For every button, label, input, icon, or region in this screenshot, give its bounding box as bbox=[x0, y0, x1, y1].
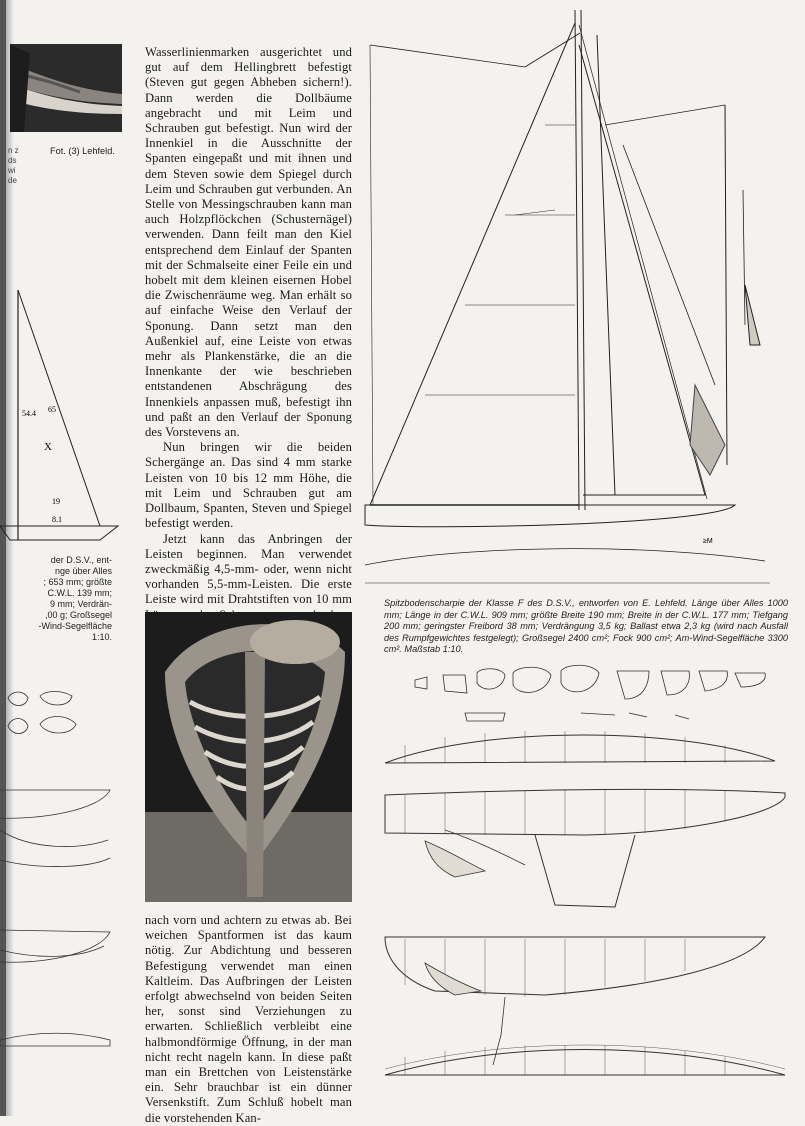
paragraph: Wasserlinienmarken ausgerichtet und gut auf dem Hellingbrett befestigt (Steven gut gegen Abheben sichern!). Dann werden die Dollbäume angebracht und mit Leim und Schrauben gut befestigt. Nun wird der Innenkiel in die Ausschnitte der Spanten eingepaßt und mit ihnen und dem Steven sowie dem Spiegel durch Leim und Schrauben gut verbunden. An Stelle von Messingschrauben kann man auch Holzpflöckchen (Schusternägel) verwenden. Dann feilt man den Kiel entsprechend dem Einlauf der Spanten mit der Schmalseite einer Feile ein und hobelt mit dem kleinen eisernen Hobel die Zwischenräume weg. Man erhält so auf einfache Weise den Verlauf der Sponung. Dann setzt man den Außenkiel auf, eine Leiste von etwas mehr als Plankenstärke, die an die Innenkante der wie beschrieben entstandenen Abschrägung des Innenkiels anpassen muß, befestigt ihn und paßt an den Verlauf der Sponung des Vorstevens an. bbox=[145, 45, 352, 440]
photo-credit: Fot. (3) Lehfeld. bbox=[50, 146, 115, 156]
paragraph: Jetzt kann das Anbringen der Leisten beginnen. Man verwendet zweckmäßig 4,5-mm- oder, wenn nicht vorhanden 5,5-mm-Leisten. Die erste Leiste wird mit Drahtstiften von 10 mm bbox=[145, 531, 352, 607]
photo-hull-closeup bbox=[10, 44, 122, 132]
sail-label: 19 bbox=[52, 497, 60, 506]
sail-label: 8.1 bbox=[52, 515, 62, 524]
sail-label: X bbox=[44, 441, 52, 453]
small-sail-plan bbox=[0, 290, 130, 550]
left-fragment-top: n z ds wi de bbox=[8, 146, 19, 185]
paragraph: Nun bringen wir die beiden Schergänge an. Das sind 4 mm starke Leisten von 10 bis 12 mm Höhe, die mit Leim und Schrauben gut am Dollbaum, Spanten, Steven und Spiegel befestigt werden. bbox=[145, 440, 352, 531]
sail-label: 54.4 bbox=[22, 409, 36, 418]
photo-hull-frames bbox=[145, 612, 352, 902]
plan-annotation: ≥M bbox=[703, 538, 713, 545]
paragraph: nach vorn und achtern zu etwas ab. Bei weichen Spantformen ist das kaum nötig. Zur Abdichtung und besseren Befestigung verwendet man einen Kaltleim. Das Aufbringen der Leisten erfolgt abwechselnd von beiden Seiten her, sonst sind Verziehungen zu erwarten. Schließlich verbleibt eine halbmondförmige Öffnung, in der man nicht recht nageln kann. In diese paßt man ein Brettchen von Leistenstärke ein. Sehr brauchbar ist ein dünner Versenkstift. Zum Schluß hobelt man die vorstehenden Kan- bbox=[145, 913, 352, 1125]
sail-plan-drawing bbox=[365, 5, 785, 585]
article-column-bottom bbox=[145, 913, 352, 1126]
left-lines-drawing bbox=[0, 690, 120, 1070]
figure-caption: Spitzbodenscharpie der Klasse F des D.S.V., entworfen von E. Lehfeld. Länge über Alles 1000 mm; Länge in der C.W.L. 909 mm; größte Breite 190 mm; Breite in der C.W.L. 177 mm; Tiefgang 200 mm; geringster Freibord 38 mm; Verdrängung 3,5 kg; Ballast etwa 2,3 kg (wird nach Ausfall des Rumpfgewichtes festgelegt); Großsegel 2400 cm²; Fock 900 cm²; Am-Wind-Segelfläche 3300 cm². Maßstab 1:10. bbox=[384, 598, 788, 655]
lines-plan-drawing bbox=[385, 665, 805, 1105]
left-caption-fragment: der D.S.V., ent- nge über Alles ; 653 mm; größte C.W.L. 139 mm; 9 mm; Verdrän- ,00 g; Großsegel -Wind-Segelfläche 1:10. bbox=[38, 555, 112, 642]
sail-label: 65 bbox=[48, 405, 56, 414]
